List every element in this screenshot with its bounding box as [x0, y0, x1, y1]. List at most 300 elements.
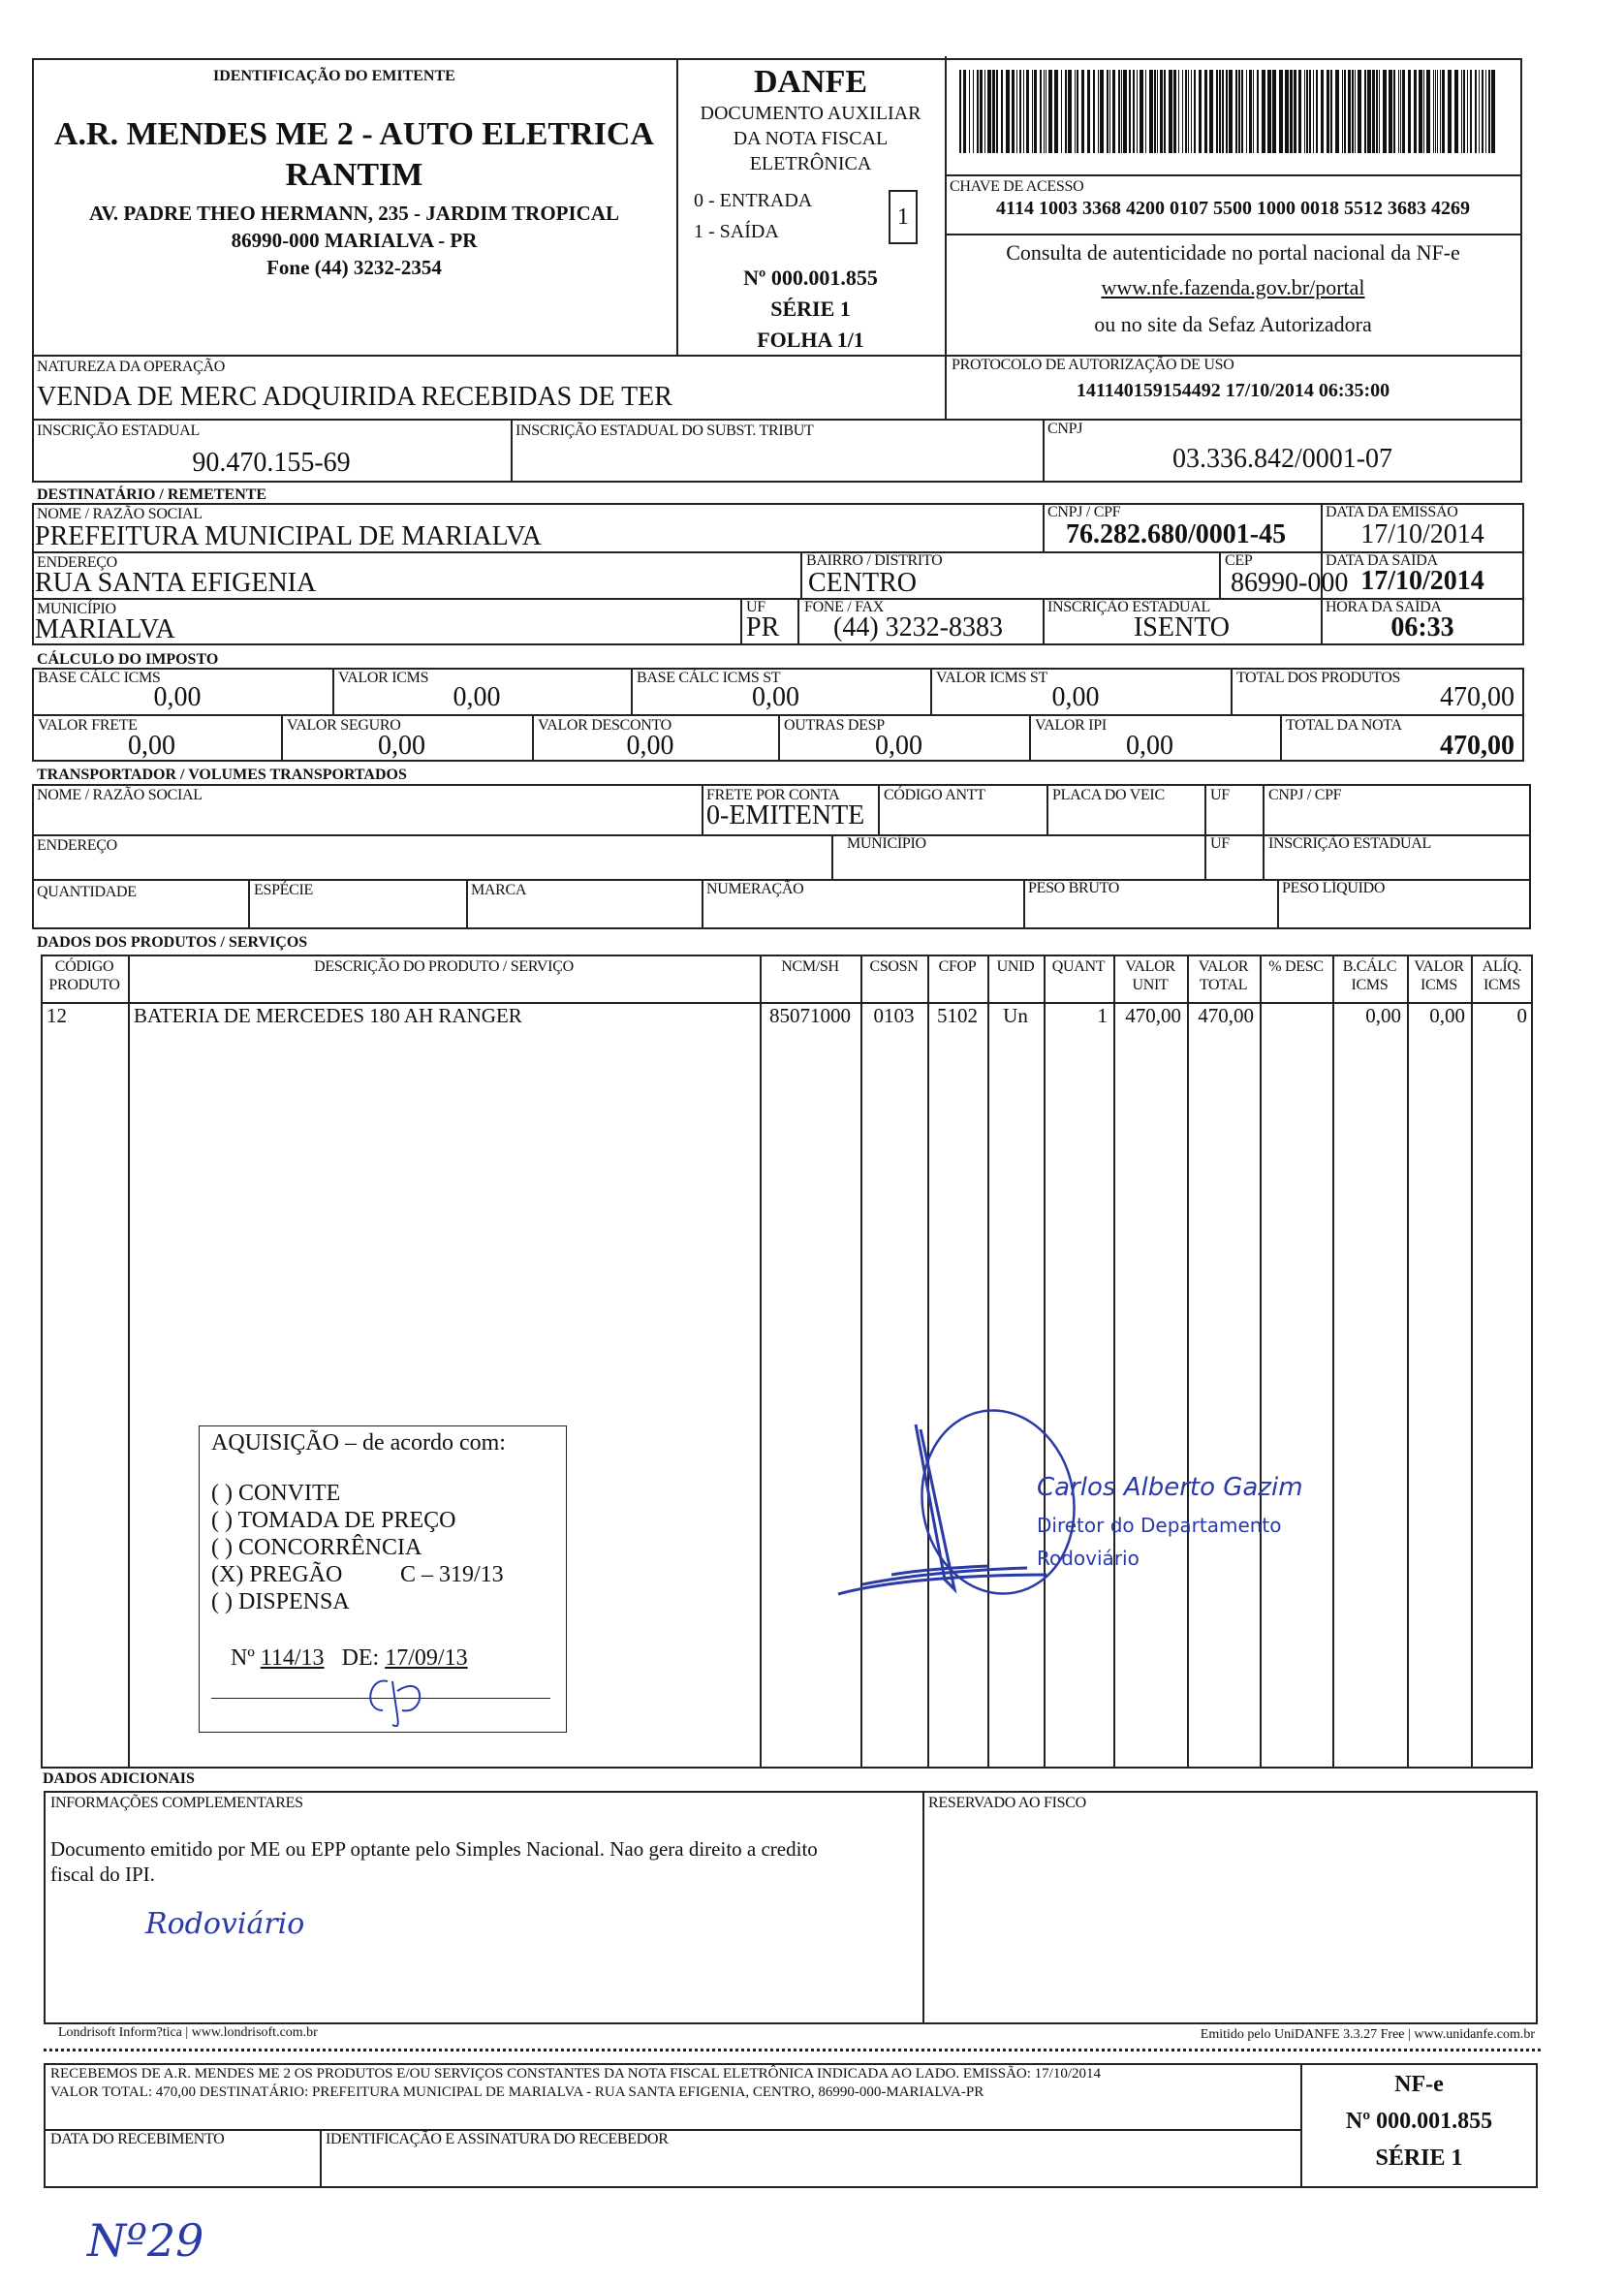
transp-numeracao-label: NUMERAÇÃO: [706, 881, 804, 897]
assinatura-label: IDENTIFICAÇÃO E ASSINATURA DO RECEBEDOR: [326, 2131, 669, 2147]
fisco-label: RESERVADO AO FISCO: [928, 1795, 1086, 1811]
stamp-de-label: DE:: [341, 1645, 380, 1671]
divider: [44, 2129, 1300, 2131]
imposto-label: VALOR DESCONTO: [538, 717, 671, 734]
divider: [1263, 784, 1265, 879]
dest-cnpj-label: CNPJ / CPF: [1047, 504, 1121, 520]
table-cell: 0,00: [1429, 1004, 1465, 1027]
barcode-bar: [1435, 70, 1436, 153]
barcode-bar: [1016, 70, 1017, 153]
imposto-label: VALOR ICMS: [338, 670, 429, 686]
barcode-bar: [1100, 70, 1104, 153]
consulta-sefaz: ou no site da Sefaz Autorizadora: [1094, 312, 1372, 336]
stamp-option-concorrencia: ( ) CONCORRÊNCIA: [211, 1535, 422, 1560]
cnpj-label: CNPJ: [1047, 421, 1083, 437]
barcode-bar: [1001, 70, 1003, 153]
column-header: NCM/SH: [781, 958, 839, 975]
barcode-bar: [1145, 70, 1146, 153]
transp-frete-label: FRETE POR CONTA: [706, 787, 840, 803]
stamp-option-convite: ( ) CONVITE: [211, 1481, 341, 1506]
imposto-label: BASE CÁLC ICMS ST: [637, 670, 781, 686]
barcode-bar: [1285, 70, 1289, 153]
stamp-num-label: Nº: [231, 1645, 255, 1671]
dest-nome: PREFEITURA MUNICIPAL DE MARIALVA: [35, 521, 543, 551]
transp-section: TRANSPORTADOR / VOLUMES TRANSPORTADOS: [37, 767, 407, 783]
barcode-bar: [1367, 70, 1371, 153]
imposto-value: 0,00: [153, 682, 202, 712]
imposto-value: 0,00: [626, 731, 674, 761]
protocolo-label: PROTOCOLO DE AUTORIZAÇÃO DE USO: [952, 357, 1234, 373]
barcode-bar: [1355, 70, 1356, 153]
divider: [831, 834, 833, 879]
barcode-bar: [1032, 70, 1033, 153]
barcode-bar: [1246, 70, 1247, 153]
barcode-bar: [1249, 70, 1252, 153]
imposto-label: VALOR ICMS ST: [936, 670, 1047, 686]
barcode-bar: [1262, 70, 1265, 153]
barcode-bar: [1426, 70, 1430, 153]
barcode-bar: [1348, 70, 1351, 153]
protocolo-value: 141140159154492 17/10/2014 06:35:00: [1076, 380, 1390, 401]
dest-fone: (44) 3232-8383: [833, 612, 1003, 642]
barcode-bar: [1129, 70, 1131, 153]
column-header: ALÍQ. ICMS: [1482, 958, 1522, 993]
dest-emissao: 17/10/2014: [1360, 519, 1484, 549]
cut-line: [44, 2049, 1541, 2051]
barcode-bar: [1379, 70, 1380, 153]
dest-cnpj: 76.282.680/0001-45: [1066, 519, 1287, 549]
imposto-value: 0,00: [378, 731, 425, 761]
imposto-label: TOTAL DOS PRODUTOS: [1236, 670, 1401, 686]
table-cell: Un: [1003, 1004, 1028, 1027]
barcode-bar: [1352, 70, 1354, 153]
barcode-bar: [1304, 70, 1305, 153]
divider: [760, 955, 762, 1767]
divider: [1043, 503, 1045, 551]
divider: [1332, 955, 1334, 1767]
barcode-bar: [1068, 70, 1072, 153]
barcode-bar: [1026, 70, 1029, 153]
danfe-sub: DA NOTA FISCAL: [733, 128, 889, 149]
dest-hora: 06:33: [1390, 612, 1454, 642]
transp-marca-label: MARCA: [471, 882, 527, 898]
barcode-bar: [1463, 70, 1465, 153]
emitente-address: AV. PADRE THEO HERMANN, 235 - JARDIM TROPICAL: [88, 202, 619, 225]
dest-saida: 17/10/2014: [1360, 566, 1484, 596]
imposto-label: VALOR FRETE: [38, 717, 138, 734]
table-cell: 0: [1516, 1004, 1527, 1027]
barcode-bar: [1157, 70, 1158, 153]
canhoto-serie: SÉRIE 1: [1375, 2145, 1463, 2171]
saida-label: 1 - SAÍDA: [694, 221, 779, 242]
divider: [702, 879, 703, 928]
emitente-name-2: RANTIM: [285, 157, 423, 193]
barcode-bar: [1313, 70, 1314, 153]
ie-st-label: INSCRIÇÃO ESTADUAL DO SUBST. TRIBUT: [515, 423, 814, 439]
carimbo-name: Carlos Alberto Gazim: [1037, 1473, 1303, 1502]
barcode-bar: [1077, 70, 1078, 153]
divider: [797, 598, 799, 644]
column-header: DESCRIÇÃO DO PRODUTO / SERVIÇO: [314, 958, 574, 975]
chave-acesso: 4114 1003 3368 4200 0107 5500 1000 0018 5512 3683 4269: [996, 198, 1470, 219]
barcode-bar: [1164, 70, 1166, 153]
barcode-bar: [1034, 70, 1037, 153]
column-header: VALOR TOTAL: [1198, 958, 1249, 993]
barcode-bar: [1327, 70, 1329, 153]
barcode-bar: [1253, 70, 1254, 153]
barcode-bar: [1023, 70, 1024, 153]
barcode-bar: [980, 70, 983, 153]
barcode-bar: [1398, 70, 1399, 153]
barcode-bar: [1109, 70, 1110, 153]
divider: [248, 879, 250, 928]
barcode-bar: [1330, 70, 1332, 153]
barcode-bar: [1204, 70, 1207, 153]
dest-endereco: RUA SANTA EFIGENIA: [35, 568, 317, 598]
divider: [1407, 955, 1409, 1767]
barcode-bar: [1316, 70, 1318, 153]
barcode-bar: [1423, 70, 1424, 153]
barcode-bar: [1393, 70, 1395, 153]
tipo-operacao-box: 1: [889, 190, 918, 244]
canhoto-nfe: NF-e: [1394, 2072, 1444, 2097]
transp-antt-label: CÓDIGO ANTT: [884, 787, 985, 803]
barcode-bar: [1306, 70, 1308, 153]
imposto-value: 0,00: [128, 731, 175, 761]
imposto-label: BASE CÁLC ICMS: [38, 670, 161, 686]
barcode-bar: [1048, 70, 1052, 153]
dest-municipio: MARIALVA: [35, 614, 175, 644]
barcode-bar: [1467, 70, 1468, 153]
dest-bairro: CENTRO: [808, 568, 917, 598]
divider: [878, 784, 880, 834]
danfe-title: DANFE: [753, 64, 868, 100]
barcode-bar: [987, 70, 991, 153]
column-header: QUANT: [1051, 958, 1106, 975]
barcode-bar: [1241, 70, 1243, 153]
column-header: VALOR ICMS: [1414, 958, 1464, 993]
table-cell: BATERIA DE MERCEDES 180 AH RANGER: [134, 1004, 522, 1027]
transp-cnpj-label: CNPJ / CPF: [1268, 787, 1342, 803]
transp-liquido-label: PESO LÍQUIDO: [1282, 880, 1386, 896]
ie-value: 90.470.155-69: [192, 448, 351, 478]
dest-section: DESTINATÁRIO / REMETENTE: [37, 486, 267, 503]
imposto-label: OUTRAS DESP: [784, 717, 885, 734]
barcode-bar: [1188, 70, 1189, 153]
barcode-bar: [1482, 70, 1483, 153]
barcode-bar: [1437, 70, 1438, 153]
danfe-folha: FOLHA 1/1: [757, 328, 864, 352]
imposto-label: VALOR IPI: [1035, 717, 1107, 734]
barcode-bar: [1194, 70, 1196, 153]
barcode-bar: [1491, 70, 1495, 153]
divider: [320, 2129, 322, 2187]
emitente-city: 86990-000 MARIALVA - PR: [231, 229, 478, 252]
divider: [740, 598, 742, 644]
transp-bruto-label: PESO BRUTO: [1028, 880, 1120, 896]
table-cell: 470,00: [1125, 1004, 1181, 1027]
barcode-bar: [1419, 70, 1422, 153]
barcode-bar: [1440, 70, 1441, 153]
dest-ie: ISENTO: [1133, 612, 1231, 642]
stamp-de: 17/09/13: [385, 1645, 468, 1671]
transp-mun-label: MUNICÍPIO: [847, 835, 926, 852]
barcode-bar: [1182, 70, 1183, 153]
table-cell: 85071000: [769, 1004, 851, 1027]
divider: [800, 551, 802, 598]
barcode-bar: [1140, 70, 1143, 153]
divider: [1277, 879, 1279, 928]
barcode-bar: [1107, 70, 1109, 153]
barcode-bar: [1178, 70, 1179, 153]
canhoto-text-2: VALOR TOTAL: 470,00 DESTINATÁRIO: PREFEITURA MUNICIPAL DE MARIALVA - RUA SANTA EFIGENIA, CENTRO, 86990-000-MARIALVA-PR: [50, 2084, 984, 2100]
barcode-bar: [1199, 70, 1202, 153]
barcode-bar: [1185, 70, 1187, 153]
canhoto-numero: Nº 000.001.855: [1345, 2109, 1493, 2134]
barcode-bar: [996, 70, 998, 153]
imposto-value: 0,00: [752, 682, 799, 712]
dest-emissao-label: DATA DA EMISSÃO: [1326, 504, 1458, 520]
footer-left: Londrisoft Inform?tica | www.londrisoft.com.br: [58, 2025, 318, 2040]
dest-fone-label: FONE / FAX: [804, 599, 885, 615]
barcode-bar: [1294, 70, 1296, 153]
danfe-serie: SÉRIE 1: [770, 297, 851, 321]
dest-uf: PR: [746, 612, 780, 642]
barcode-bar: [959, 70, 961, 153]
barcode-bar: [1488, 70, 1490, 153]
column-header: B.CÁLC ICMS: [1342, 958, 1397, 993]
consulta-text: Consulta de autenticidade no portal nacional da NF-e: [1006, 240, 1460, 265]
imposto-section: CÁLCULO DO IMPOSTO: [37, 651, 219, 668]
barcode-bar: [963, 70, 966, 153]
column-header: UNID: [996, 958, 1035, 975]
barcode-bar: [1149, 70, 1153, 153]
divider: [945, 174, 1521, 176]
adicionais-section: DADOS ADICIONAIS: [43, 1770, 195, 1787]
barcode-bar: [1216, 70, 1218, 153]
divider: [1204, 784, 1206, 879]
barcode: [959, 70, 1502, 153]
danfe-sub: ELETRÔNICA: [749, 153, 872, 174]
emitente-phone: Fone (44) 3232-2354: [266, 256, 442, 279]
danfe-sub: DOCUMENTO AUXILIAR: [700, 103, 921, 124]
transp-placa-label: PLACA DO VEIC: [1052, 787, 1165, 803]
canhoto-text: RECEBEMOS DE A.R. MENDES ME 2 OS PRODUTOS E/OU SERVIÇOS CONSTANTES DA NOTA FISCAL ELETRÔNICA INDICADA AO LADO. EMISSÃO: 17/10/2014: [50, 2066, 1101, 2082]
imposto-value: 0,00: [1126, 731, 1173, 761]
barcode-bar: [1222, 70, 1224, 153]
produtos-section: DADOS DOS PRODUTOS / SERVIÇOS: [37, 934, 308, 951]
carimbo-role: Diretor do Departamento: [1037, 1514, 1282, 1537]
barcode-bar: [1044, 70, 1045, 153]
stamp-option-tomada: ( ) TOMADA DE PREÇO: [211, 1508, 456, 1533]
stamp-option-dispensa: ( ) DISPENSA: [211, 1589, 350, 1614]
barcode-bar: [1098, 70, 1099, 153]
barcode-bar: [1123, 70, 1127, 153]
barcode-bar: [1298, 70, 1301, 153]
divider: [1471, 955, 1473, 1767]
barcode-bar: [1442, 70, 1445, 153]
divider: [945, 234, 1521, 235]
barcode-bar: [1267, 70, 1271, 153]
transp-ie-label: INSCRIÇÃO ESTADUAL: [1268, 835, 1431, 852]
barcode-bar: [1006, 70, 1010, 153]
table-cell: 0103: [873, 1004, 915, 1027]
barcode-bar: [1054, 70, 1058, 153]
table-cell: 470,00: [1198, 1004, 1254, 1027]
barcode-bar: [1229, 70, 1233, 153]
divider: [511, 419, 513, 481]
emitente-name: A.R. MENDES ME 2 - AUTO ELETRICA: [53, 116, 654, 152]
barcode-bar: [1272, 70, 1276, 153]
column-header: CSOSN: [869, 958, 919, 975]
footer-right: Emitido pelo UniDANFE 3.3.27 Free | www.unidanfe.com.br: [1200, 2027, 1535, 2042]
imposto-value: 0,00: [875, 731, 922, 761]
stamp-option-pregao: (X) PREGÃO: [211, 1562, 343, 1587]
barcode-bar: [1335, 70, 1339, 153]
imposto-value: 470,00: [1440, 682, 1515, 712]
chave-label: CHAVE DE ACESSO: [950, 178, 1084, 195]
stamp-num: 114/13: [260, 1645, 325, 1671]
portal-link[interactable]: www.nfe.fazenda.gov.br/portal: [1101, 275, 1365, 299]
barcode-bar: [1209, 70, 1213, 153]
ie-label: INSCRIÇÃO ESTADUAL: [37, 423, 200, 439]
barcode-bar: [1408, 70, 1411, 153]
column-header: VALOR UNIT: [1125, 958, 1175, 993]
column-header: CÓDIGO PRODUTO: [48, 958, 120, 993]
barcode-bar: [1290, 70, 1293, 153]
entrada-label: 0 - ENTRADA: [694, 190, 813, 211]
divider: [1046, 784, 1048, 834]
imposto-value: 470,00: [1440, 731, 1515, 761]
barcode-bar: [1383, 70, 1387, 153]
barcode-bar: [1219, 70, 1221, 153]
barcode-bar: [973, 70, 974, 153]
transp-frete-value: 0-EMITENTE: [706, 800, 865, 830]
dest-ie-label: INSCRIÇÃO ESTADUAL: [1047, 599, 1210, 615]
info-text: Documento emitido por ME ou EPP optante pelo Simples Nacional. Nao gera direito a credito: [50, 1837, 818, 1861]
barcode-bar: [1470, 70, 1472, 153]
info-label: INFORMAÇÕES COMPLEMENTARES: [50, 1795, 303, 1811]
table-cell: 0,00: [1365, 1004, 1401, 1027]
dest-nome-label: NOME / RAZÃO SOCIAL: [37, 506, 203, 522]
cnpj-value: 03.336.842/0001-07: [1171, 444, 1393, 474]
barcode-bar: [1321, 70, 1324, 153]
barcode-bar: [1169, 70, 1172, 153]
barcode-bar: [1226, 70, 1228, 153]
barcode-bar: [1154, 70, 1156, 153]
dest-uf-label: UF: [746, 599, 765, 615]
dest-cep-label: CEP: [1225, 552, 1253, 569]
barcode-bar: [1342, 70, 1343, 153]
barcode-bar: [1433, 70, 1434, 153]
imposto-value: 0,00: [453, 682, 501, 712]
barcode-bar: [992, 70, 995, 153]
dest-saida-label: DATA DA SAÍDA: [1326, 552, 1438, 569]
table-cell: 5102: [937, 1004, 978, 1027]
barcode-bar: [1461, 70, 1462, 153]
barcode-bar: [1448, 70, 1452, 153]
emitente-label: IDENTIFICAÇÃO DO EMITENTE: [213, 68, 455, 84]
barcode-bar: [1061, 70, 1062, 153]
barcode-bar: [969, 70, 970, 153]
barcode-bar: [1372, 70, 1375, 153]
barcode-bar: [977, 70, 979, 153]
barcode-bar: [1081, 70, 1084, 153]
transp-end-label: ENDEREÇO: [37, 837, 117, 854]
table-cell: 1: [1097, 1004, 1108, 1027]
transp-nome-label: NOME / RAZÃO SOCIAL: [37, 787, 203, 803]
barcode-bar: [1389, 70, 1392, 153]
barcode-bar: [1344, 70, 1346, 153]
divider: [1219, 551, 1221, 598]
barcode-bar: [1402, 70, 1405, 153]
divider: [702, 784, 703, 834]
dest-mun-label: MUNICÍPIO: [37, 601, 116, 617]
barcode-bar: [1485, 70, 1486, 153]
column-header: % DESC: [1268, 958, 1324, 975]
divider: [1260, 955, 1262, 1767]
dest-hora-label: HORA DA SAÍDA: [1326, 599, 1442, 615]
stamp-title: AQUISIÇÃO – de acordo com:: [211, 1430, 506, 1456]
barcode-bar: [1257, 70, 1259, 153]
data-recebimento-label: DATA DO RECEBIMENTO: [50, 2131, 225, 2147]
table-cell: 12: [47, 1004, 67, 1027]
barcode-bar: [1173, 70, 1176, 153]
barcode-bar: [1400, 70, 1401, 153]
column-header: CFOP: [938, 958, 977, 975]
imposto-value: 0,00: [1051, 682, 1100, 712]
barcode-bar: [1075, 70, 1076, 153]
transp-uf2-label: UF: [1210, 835, 1230, 852]
transp-qtd-label: QUANTIDADE: [37, 884, 137, 900]
barcode-bar: [1235, 70, 1237, 153]
handwritten-note: Rodoviário: [145, 1907, 305, 1941]
divider: [466, 879, 468, 928]
barcode-bar: [1118, 70, 1120, 153]
barcode-bar: [1040, 70, 1042, 153]
barcode-bar: [1137, 70, 1138, 153]
info-text-2: fiscal do IPI.: [50, 1863, 155, 1886]
barcode-bar: [1012, 70, 1015, 153]
divider: [1023, 879, 1025, 928]
barcode-bar: [1065, 70, 1067, 153]
barcode-bar: [1121, 70, 1122, 153]
barcode-bar: [1238, 70, 1240, 153]
divider: [128, 955, 130, 1767]
transp-uf-label: UF: [1210, 787, 1230, 803]
divider: [922, 1791, 924, 2023]
dest-bairro-label: BAIRRO / DISTRITO: [806, 552, 943, 569]
barcode-bar: [1279, 70, 1283, 153]
barcode-bar: [1364, 70, 1366, 153]
initials-signature: [359, 1662, 436, 1730]
barcode-bar: [1160, 70, 1163, 153]
barcode-bar: [1191, 70, 1192, 153]
barcode-bar: [1454, 70, 1458, 153]
imposto-label: VALOR SEGURO: [287, 717, 401, 734]
barcode-bar: [1414, 70, 1417, 153]
stamp-pregao-number: C – 319/13: [400, 1562, 504, 1587]
transp-especie-label: ESPÉCIE: [254, 882, 314, 898]
barcode-bar: [1475, 70, 1477, 153]
barcode-bar: [1376, 70, 1378, 153]
natureza-value: VENDA DE MERC ADQUIRIDA RECEBIDAS DE TER: [37, 382, 672, 412]
barcode-bar: [1087, 70, 1090, 153]
barcode-bar: [1309, 70, 1311, 153]
barcode-bar: [1133, 70, 1135, 153]
barcode-bar: [1358, 70, 1361, 153]
barcode-bar: [1019, 70, 1021, 153]
